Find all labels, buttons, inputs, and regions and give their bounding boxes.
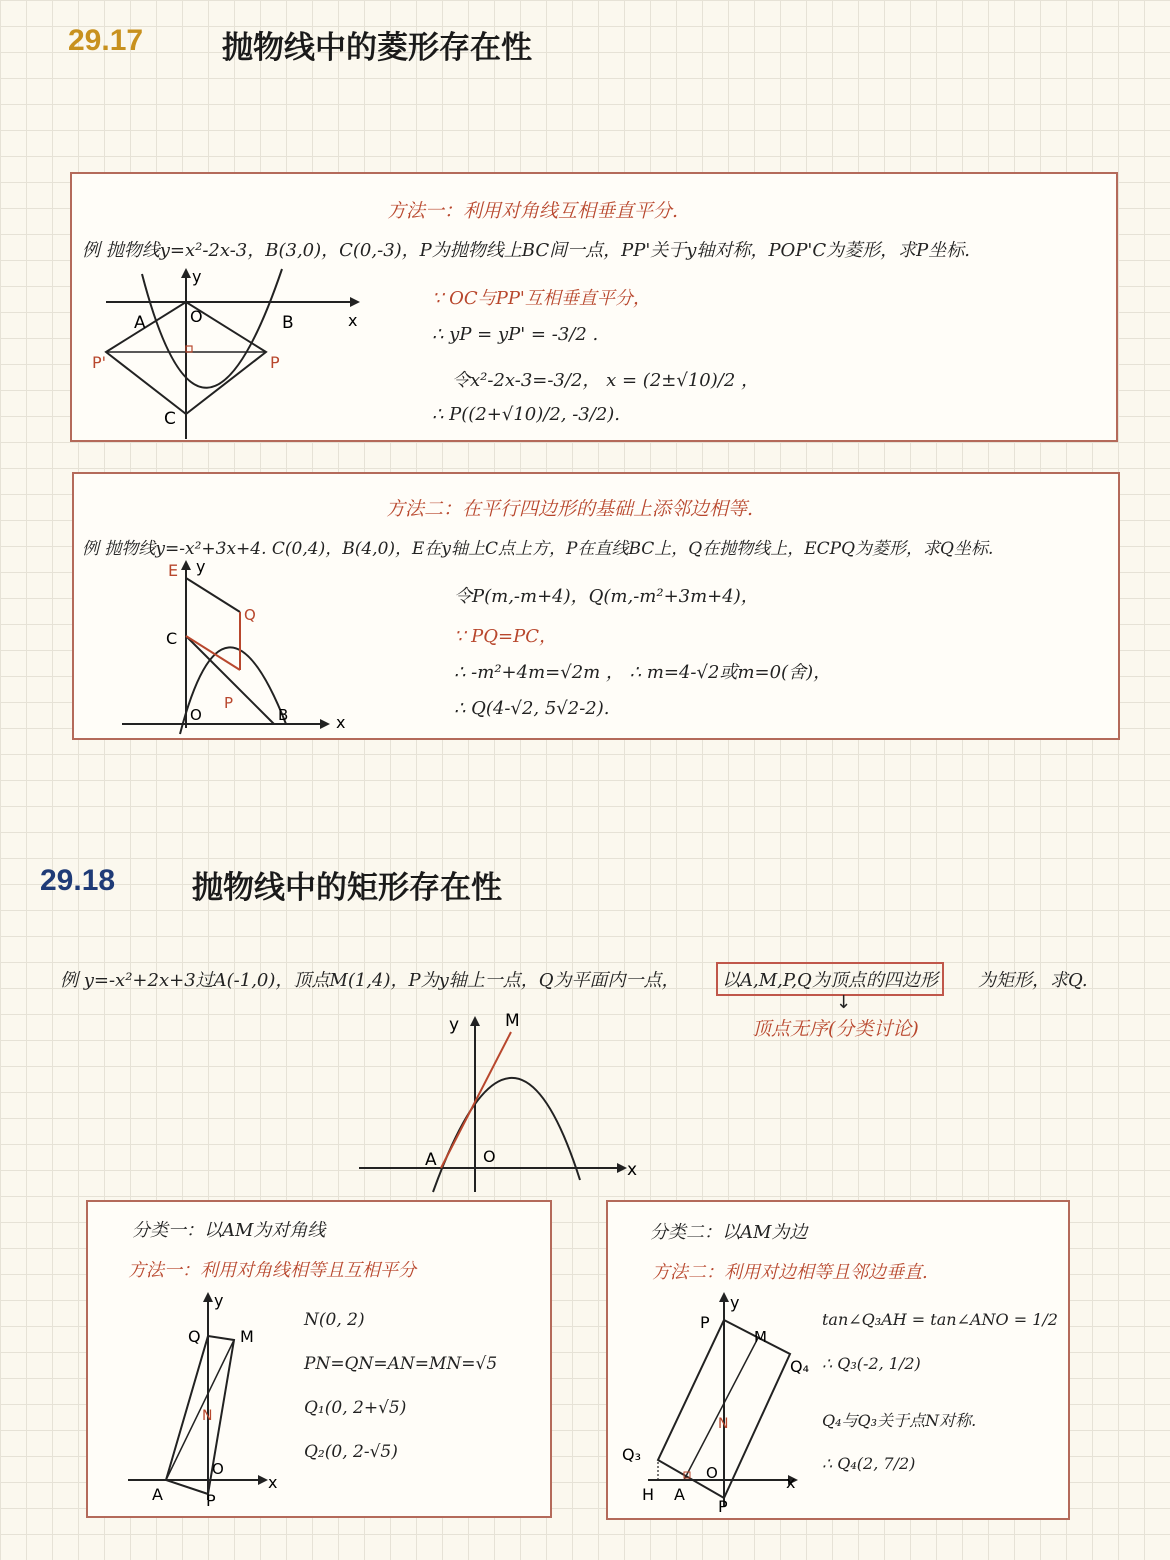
- rectangle-main-graph: [355, 1010, 655, 1195]
- m2-label-Q: Q: [244, 606, 256, 624]
- m1-label-y: y: [192, 267, 202, 286]
- classification-note: 顶点无序(分类讨论): [752, 1018, 919, 1040]
- c1-label-x: x: [268, 1473, 278, 1492]
- c2-line-3: Q₄与Q₃关于点N对称.: [822, 1411, 977, 1430]
- section-title-1: 抛物线中的菱形存在性: [222, 30, 532, 66]
- m1-label-P: P: [270, 353, 280, 372]
- c2-label-y: y: [730, 1293, 740, 1312]
- class-1-method: 方法一：利用对角线相等且互相平分: [128, 1260, 416, 1281]
- c1-line-3: Q₁(0, 2+√5): [304, 1398, 407, 1418]
- m1-label-P1: P': [92, 353, 107, 372]
- main-label-O: O: [483, 1147, 496, 1166]
- example-2-part-a: 例 y=-x²+2x+3过A(-1,0)，顶点M(1,4)，P为y轴上一点，Q为平面内一点，: [60, 970, 680, 991]
- m2-line-1: 令P(m,-m+4)，Q(m,-m²+3m+4)，: [454, 586, 759, 607]
- method-1-example: 例 抛物线y=x²-2x-3，B(3,0)，C(0,-3)，P为抛物线上BC间一点，PP'关于y轴对称，POP'C为菱形，求P坐标.: [82, 240, 970, 261]
- method-2-heading: 方法二：在平行四边形的基础上添邻边相等.: [386, 498, 754, 520]
- m1-line-3: 令x²-2x-3=-3/2， x = (2±√10)/2 ，: [452, 370, 759, 391]
- class-2-box: [606, 1200, 1070, 1520]
- main-label-A: A: [425, 1150, 437, 1170]
- example-2-boxed: 以A,M,P,Q为顶点的四边形: [716, 962, 944, 996]
- c2-label-P2: P: [718, 1497, 728, 1514]
- c1-label-y: y: [214, 1291, 224, 1310]
- c1-label-P: P: [206, 1491, 216, 1510]
- m2-line-3: ∴ -m²+4m=√2m ， ∴ m=4-√2或m=0(舍)，: [454, 662, 832, 683]
- c1-label-O: O: [212, 1460, 224, 1478]
- c2-label-Q3: Q₃: [622, 1445, 642, 1464]
- c1-label-A: A: [152, 1485, 163, 1504]
- m2-label-C: C: [166, 629, 178, 648]
- c2-label-Q4: Q₄: [790, 1357, 810, 1376]
- example-2-part-b: 为矩形，求Q.: [978, 970, 1088, 991]
- main-label-y: y: [449, 1015, 460, 1035]
- c2-label-A: A: [674, 1485, 685, 1504]
- c2-label-H: H: [642, 1485, 655, 1504]
- m2-label-B: B: [278, 706, 289, 724]
- rhombus-graph: [92, 264, 412, 444]
- c2-label-O: O: [706, 1464, 718, 1482]
- c2-label-P: P: [700, 1313, 710, 1332]
- m2-line-2: ∵ PQ=PC，: [454, 626, 558, 647]
- c2-line-1: tan∠Q₃AH = tan∠ANO = 1/2: [822, 1310, 1058, 1329]
- c2-line-4: ∴ Q₄(2, 7/2): [822, 1454, 916, 1473]
- method-2-box: [72, 472, 1120, 740]
- main-label-x: x: [627, 1160, 638, 1180]
- m1-label-B: B: [282, 313, 294, 333]
- c1-label-M: M: [240, 1327, 254, 1346]
- m1-label-C: C: [164, 409, 176, 429]
- class-1-graph: [118, 1286, 298, 1510]
- down-arrow: ↓: [836, 992, 852, 1013]
- c2-line-2: ∴ Q₃(-2, 1/2): [822, 1354, 921, 1373]
- m2-label-E: E: [168, 561, 179, 580]
- class-1-box: [86, 1200, 552, 1518]
- section-number-1: 29.17: [68, 24, 144, 57]
- section-number-2: 29.18: [40, 864, 116, 897]
- c1-line-2: PN=QN=AN=MN=√5: [304, 1354, 498, 1374]
- c2-label-x: x: [786, 1473, 796, 1492]
- m1-label-O: O: [190, 307, 203, 326]
- class-1-heading: 分类一：以AM为对角线: [132, 1220, 326, 1241]
- c1-line-1: N(0, 2): [304, 1310, 365, 1330]
- c2-label-N: N: [718, 1416, 729, 1432]
- main-label-M: M: [505, 1011, 520, 1031]
- m2-label-O: O: [190, 706, 202, 724]
- section-title-2: 抛物线中的矩形存在性: [192, 870, 502, 906]
- m1-label-A: A: [134, 313, 146, 333]
- m2-label-P: P: [224, 694, 234, 712]
- method-1-heading: 方法一：利用对角线互相垂直平分.: [387, 200, 679, 222]
- c1-label-Q: Q: [188, 1327, 201, 1346]
- m2-label-y: y: [196, 557, 206, 576]
- c1-label-N: N: [202, 1408, 213, 1424]
- m1-label-x: x: [348, 311, 358, 330]
- class-2-heading: 分类二：以AM为边: [650, 1222, 808, 1243]
- method-2-example: 例 抛物线y=-x²+3x+4. C(0,4)，B(4,0)，E在y轴上C点上方，P在直线BC上，Q在抛物线上，ECPQ为菱形，求Q坐标.: [82, 539, 994, 559]
- rhombus-graph-2: [114, 556, 394, 736]
- c2-label-M: M: [754, 1328, 767, 1346]
- m1-line-1: ∵ OC与PP'互相垂直平分，: [432, 288, 651, 309]
- m2-line-4: ∴ Q(4-√2, 5√2-2).: [454, 698, 610, 719]
- class-2-method: 方法二：利用对边相等且邻边垂直.: [652, 1262, 928, 1283]
- c1-line-4: Q₂(0, 2-√5): [304, 1442, 398, 1462]
- m1-line-2: ∴ yP = yP' = -3/2 .: [432, 324, 599, 345]
- method-1-box: [70, 172, 1118, 442]
- m2-label-x: x: [336, 713, 346, 732]
- class-2-graph: [618, 1284, 818, 1514]
- m1-line-4: ∴ P((2+√10)/2, -3/2).: [432, 404, 621, 425]
